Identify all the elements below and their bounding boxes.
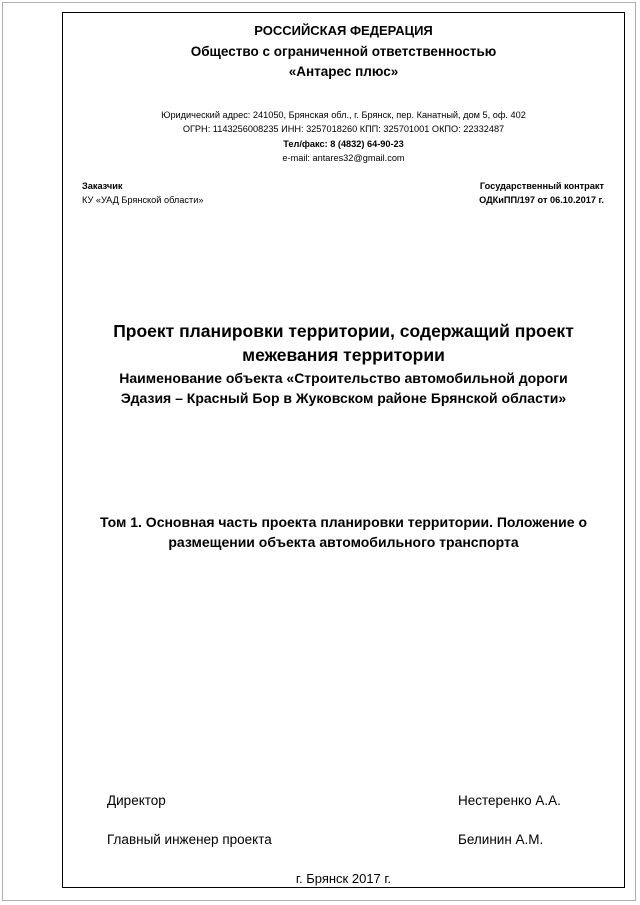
- volume-title-line2: размещении объекта автомобильного транспорта: [168, 534, 519, 550]
- object-name-line1: Наименование объекта «Строительство автомобильной дороги: [119, 370, 568, 386]
- signatory-name-chief-engineer: Белинин А.М.: [458, 832, 544, 847]
- volume-title-line1: Том 1. Основная часть проекта планировки территории. Положение о: [99, 514, 588, 530]
- signatory-role-director: Директор: [107, 793, 166, 808]
- signatory-name-director: Нестеренко А.А.: [458, 793, 561, 808]
- org-type: Общество с ограниченной ответственностью: [190, 44, 497, 59]
- project-title-line1: Проект планировки территории, содержащий проект: [113, 321, 574, 341]
- country-heading: РОССИЙСКАЯ ФЕДЕРАЦИЯ: [254, 23, 433, 38]
- email-address: e-mail: antares32@gmail.com: [282, 153, 405, 163]
- project-title-line2: межевания территории: [242, 345, 445, 365]
- place-and-year: г. Брянск 2017 г.: [295, 871, 392, 886]
- legal-address: Юридический адрес: 241050, Брянская обл., г. Брянск, пер. Канатный, дом 5, оф. 402: [161, 110, 526, 120]
- contract-label: Государственный контракт: [479, 181, 604, 191]
- registration-codes: ОГРН: 1143256008235 ИНН: 3257018260 КПП: 325701001 ОКПО: 22332487: [182, 124, 505, 134]
- customer-value: КУ «УАД Брянской области»: [82, 195, 204, 205]
- customer-label: Заказчик: [82, 181, 123, 191]
- org-name: «Антарес плюс»: [288, 64, 399, 79]
- phone-fax: Тел/факс: 8 (4832) 64-90-23: [283, 139, 404, 149]
- signatory-role-chief-engineer: Главный инженер проекта: [107, 832, 272, 847]
- contract-value: ОДКиПП/197 от 06.10.2017 г.: [479, 195, 604, 205]
- object-name-line2: Эдазия – Красный Бор в Жуковском районе Брянской области»: [120, 390, 567, 406]
